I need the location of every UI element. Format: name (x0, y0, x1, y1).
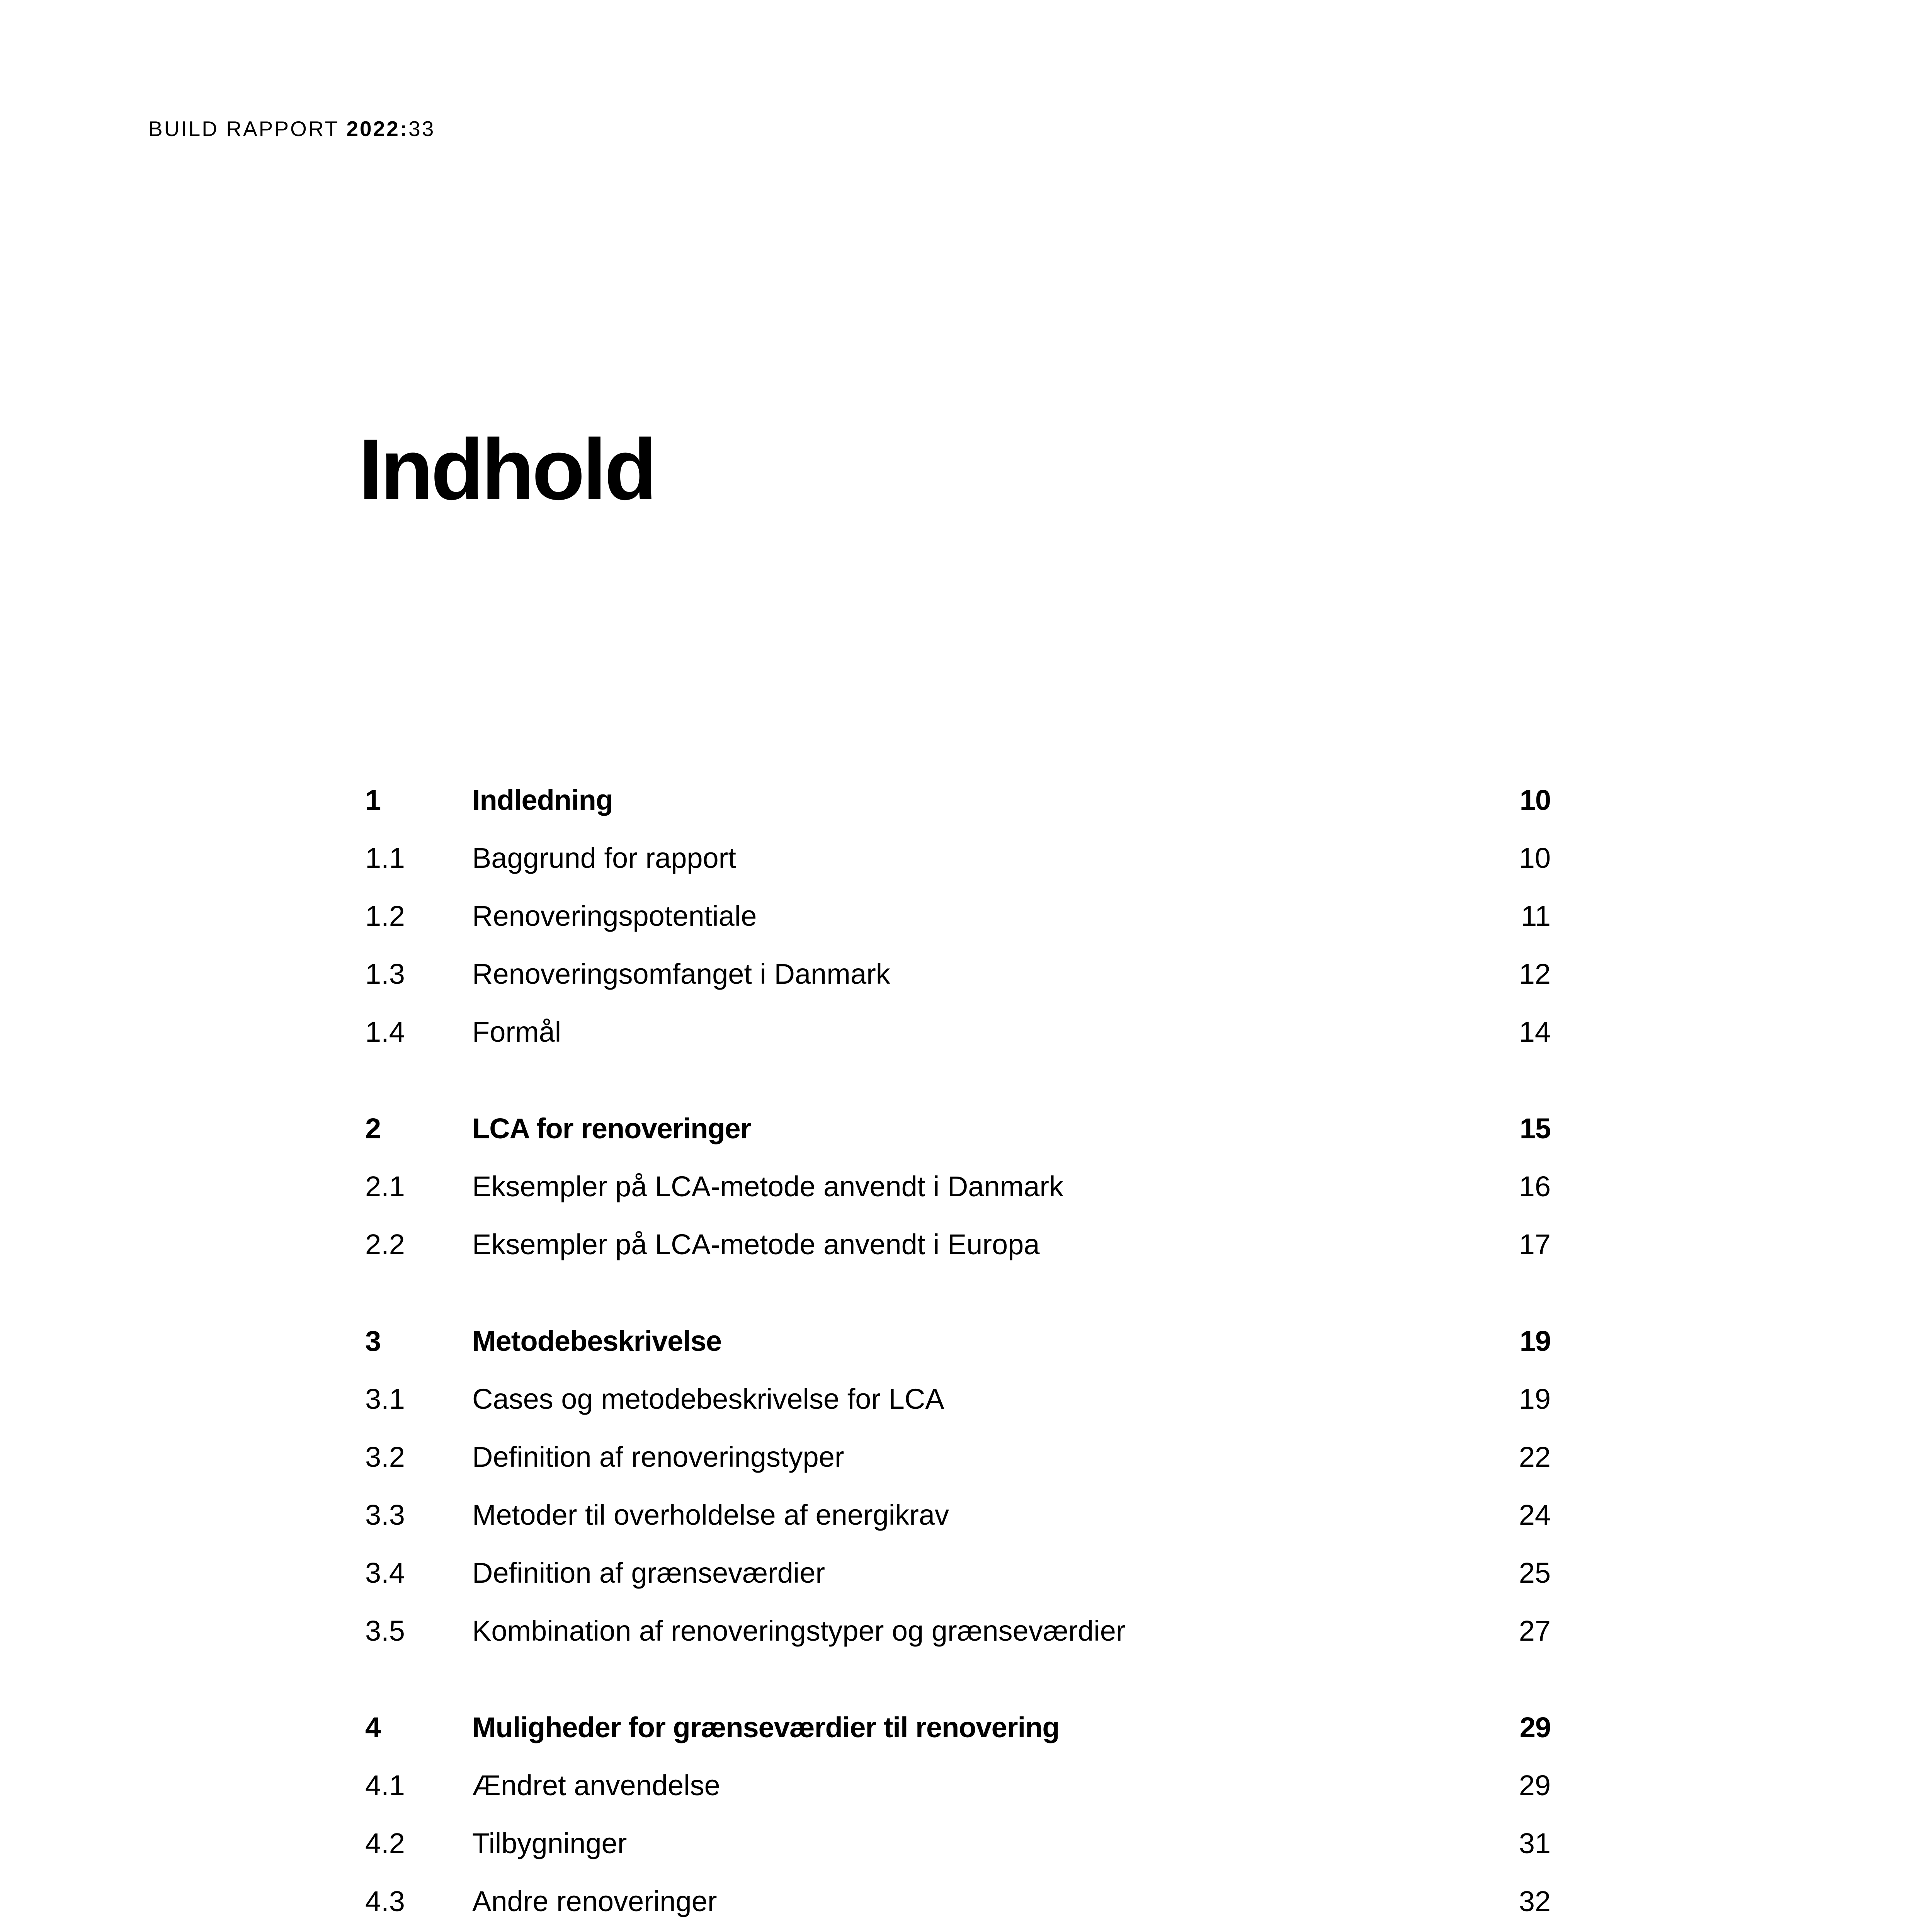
toc-number: 2 (365, 1112, 381, 1145)
toc-number: 4.1 (365, 1769, 405, 1801)
toc-number: 1.2 (365, 900, 405, 932)
toc-title[interactable]: Eksempler på LCA-metode anvendt i Danmark (472, 1170, 1064, 1202)
toc-row[interactable] (365, 887, 1551, 945)
page-title: Indhold (359, 421, 655, 518)
toc-section (365, 771, 1551, 1061)
toc-row[interactable] (365, 945, 1551, 1003)
toc-page (1519, 1930, 1551, 1932)
toc-page: 19 (1519, 1325, 1551, 1357)
toc-page: 19 (1519, 1383, 1551, 1415)
toc-title[interactable]: Andre renoveringer (472, 1885, 717, 1917)
toc-page: 29 (1519, 1769, 1551, 1801)
toc-row[interactable] (365, 1486, 1551, 1544)
toc-title[interactable]: Definition af grænseværdier (472, 1557, 825, 1589)
toc-section (365, 1100, 1551, 1274)
toc-title[interactable]: Ændret anvendelse (472, 1769, 720, 1801)
header-year: 2022: (346, 117, 409, 141)
toc-title[interactable]: Renoveringsomfanget i Danmark (472, 958, 890, 990)
toc-row[interactable] (365, 1602, 1551, 1660)
toc-number: 3.5 (365, 1615, 405, 1647)
toc-page: 15 (1519, 1112, 1551, 1145)
toc-page: 27 (1519, 1615, 1551, 1647)
toc-section (365, 1699, 1551, 1932)
toc-row[interactable] (365, 829, 1551, 887)
toc-title[interactable]: Indledning (472, 784, 613, 816)
toc-number (365, 1930, 405, 1932)
toc-page: 14 (1519, 1016, 1551, 1048)
toc-page: 12 (1519, 958, 1551, 990)
toc-row[interactable] (365, 1158, 1551, 1216)
toc-number: 3.3 (365, 1499, 405, 1531)
toc-page: 32 (1519, 1885, 1551, 1917)
toc-number: 2.2 (365, 1228, 405, 1260)
toc-number: 4 (365, 1711, 381, 1743)
toc-heading-row[interactable] (365, 1100, 1551, 1158)
toc-number: 4.2 (365, 1827, 405, 1859)
toc-title[interactable]: Formål (472, 1016, 561, 1048)
toc-title[interactable]: Metoder til overholdelse af energikrav (472, 1499, 949, 1531)
header-prefix: BUILD RAPPORT (148, 117, 347, 141)
toc-title[interactable]: Kombination af renoveringstyper og grænseværdier (472, 1615, 1126, 1647)
toc-row[interactable] (365, 1815, 1551, 1872)
toc-page: 11 (1521, 900, 1551, 932)
toc-heading-row[interactable] (365, 1699, 1551, 1757)
toc-page: 25 (1519, 1557, 1551, 1589)
toc-page: 16 (1519, 1170, 1551, 1202)
toc-title[interactable]: Eksempler på LCA-metode anvendt i Europa (472, 1228, 1040, 1260)
toc-row[interactable] (365, 1216, 1551, 1274)
toc-row[interactable] (365, 1757, 1551, 1815)
toc-title[interactable]: LCA for renoveringer (472, 1112, 751, 1145)
toc-title[interactable]: Tilbygninger (472, 1827, 627, 1859)
toc-title[interactable]: Renoveringspotentiale (472, 900, 757, 932)
toc-row[interactable] (365, 1370, 1551, 1428)
running-header (148, 116, 435, 141)
toc-number: 1 (365, 784, 381, 816)
toc-title[interactable]: Muligheder for grænseværdier til renovering (472, 1711, 1060, 1743)
header-number: 33 (408, 117, 435, 141)
toc-heading-row[interactable] (365, 771, 1551, 829)
toc-number: 3.4 (365, 1557, 405, 1589)
toc-title[interactable] (472, 1930, 644, 1932)
toc-row[interactable] (365, 1544, 1551, 1602)
toc-page: 31 (1519, 1827, 1551, 1859)
toc-number: 3.2 (365, 1441, 405, 1473)
toc-row[interactable] (365, 1003, 1551, 1061)
toc-number: 2.1 (365, 1170, 405, 1202)
toc-page: 22 (1519, 1441, 1551, 1473)
toc-row[interactable] (365, 1428, 1551, 1486)
toc-page: 24 (1519, 1499, 1551, 1531)
toc-number: 3 (365, 1325, 381, 1357)
toc-section (365, 1312, 1551, 1660)
toc-number: 1.3 (365, 958, 405, 990)
toc-page: 10 (1519, 784, 1551, 816)
toc-title[interactable]: Baggrund for rapport (472, 842, 736, 874)
toc-title[interactable]: Cases og metodebeskrivelse for LCA (472, 1383, 944, 1415)
toc-number: 1.4 (365, 1016, 405, 1048)
toc-number: 3.1 (365, 1383, 405, 1415)
toc-row[interactable] (365, 1872, 1551, 1930)
toc-title[interactable]: Metodebeskrivelse (472, 1325, 722, 1357)
toc-page: 29 (1519, 1711, 1551, 1743)
toc-title[interactable]: Definition af renoveringstyper (472, 1441, 844, 1473)
toc-number: 1.1 (365, 842, 405, 874)
toc-number: 4.3 (365, 1885, 405, 1917)
toc-row[interactable] (365, 1930, 1551, 1932)
table-of-contents (365, 771, 1551, 1932)
toc-page: 10 (1519, 842, 1551, 874)
toc-heading-row[interactable] (365, 1312, 1551, 1370)
toc-page: 17 (1519, 1228, 1551, 1260)
